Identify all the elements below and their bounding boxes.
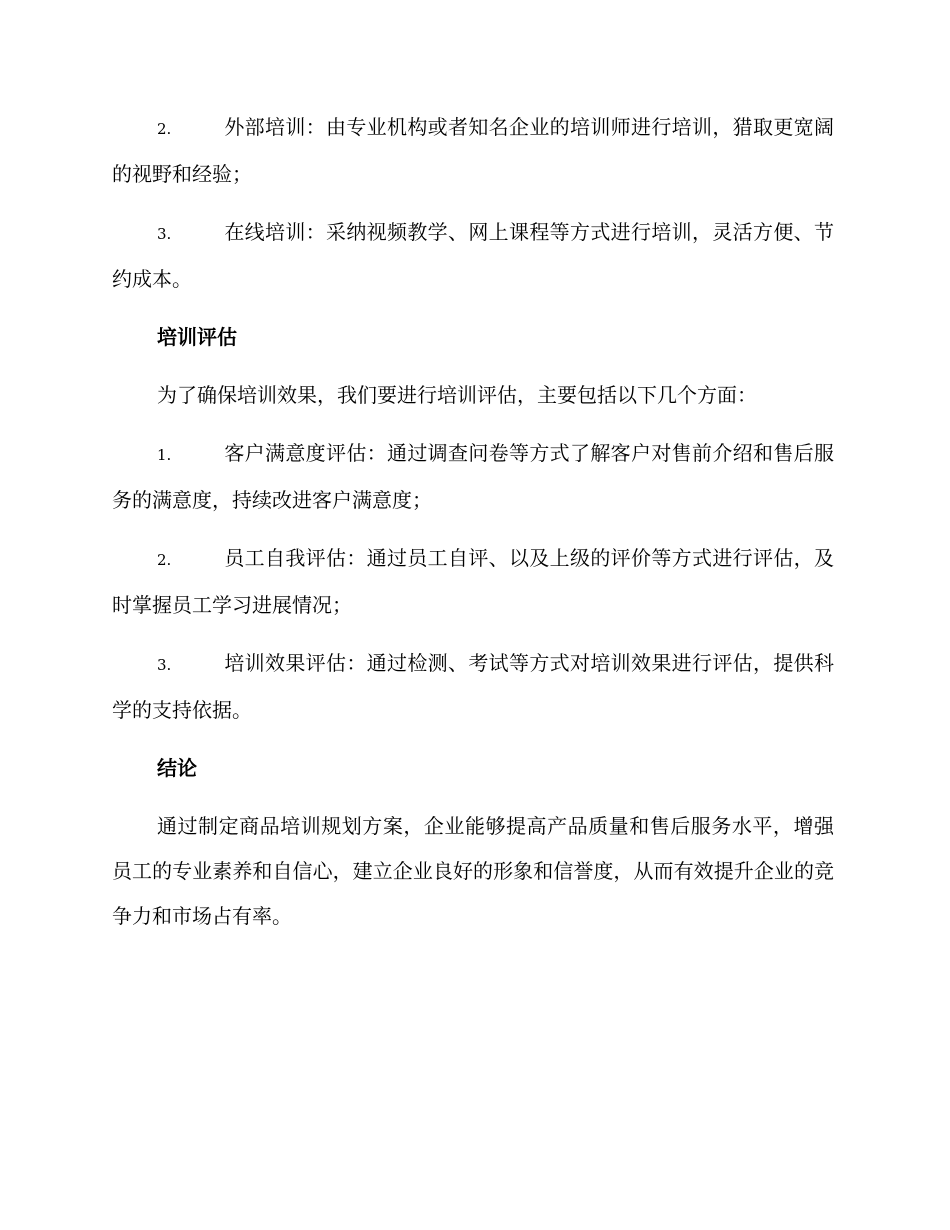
list-item-text: 客户满意度评估：通过调查问卷等方式了解客户对售前介绍和售后服务的满意度，持续改进客户满意度； bbox=[112, 441, 834, 512]
list-item-online-training bbox=[112, 210, 834, 302]
list-item-training-effect bbox=[112, 641, 834, 733]
list-item-number: 3. bbox=[157, 656, 172, 674]
section-heading-conclusion: 结论 bbox=[157, 756, 197, 780]
list-item-text: 培训效果评估：通过检测、考试等方式对培训效果进行评估，提供科学的支持依据。 bbox=[112, 651, 834, 722]
list-item-external-training bbox=[112, 105, 834, 197]
list-item-customer-satisfaction bbox=[112, 431, 834, 523]
conclusion-paragraph: 通过制定商品培训规划方案，企业能够提高产品质量和售后服务水平，增强员工的专业素养和自信心，建立企业良好的形象和信誉度，从而有效提升企业的竞争力和市场占有率。 bbox=[112, 814, 834, 928]
list-item-number: 2. bbox=[157, 120, 172, 138]
document-content bbox=[112, 105, 834, 952]
list-item-self-evaluation bbox=[112, 536, 834, 628]
section-heading-evaluation: 培训评估 bbox=[157, 325, 237, 349]
list-item-text: 在线培训：采纳视频教学、网上课程等方式进行培训，灵活方便、节约成本。 bbox=[112, 220, 834, 291]
list-item-text: 员工自我评估：通过员工自评、以及上级的评价等方式进行评估，及时掌握员工学习进展情况； bbox=[112, 546, 834, 617]
list-item-text: 外部培训：由专业机构或者知名企业的培训师进行培训，猎取更宽阔的视野和经验； bbox=[112, 115, 834, 186]
list-item-number: 3. bbox=[157, 225, 172, 243]
list-item-number: 2. bbox=[157, 551, 172, 569]
list-item-number: 1. bbox=[157, 446, 172, 464]
evaluation-intro: 为了确保培训效果，我们要进行培训评估，主要包括以下几个方面： bbox=[157, 383, 757, 407]
